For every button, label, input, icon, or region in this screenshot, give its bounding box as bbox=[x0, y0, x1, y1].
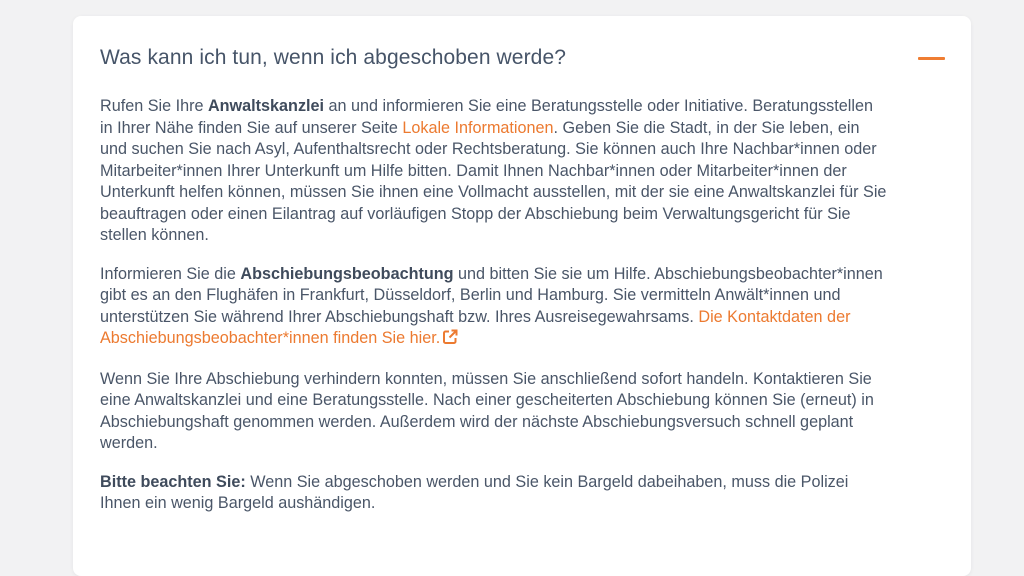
faq-accordion-card bbox=[73, 16, 971, 576]
question-title[interactable]: Was kann ich tun, wenn ich abgeschoben werde? bbox=[100, 46, 567, 69]
p2-text-a: Informieren Sie die bbox=[100, 264, 241, 283]
p2-bold-abschiebungsbeobachtung: Abschiebungsbeobachtung bbox=[240, 264, 454, 283]
external-link-icon bbox=[442, 329, 458, 352]
p1-text-d: . Geben Sie die Stadt, in der Sie leben, ein und suchen Sie nach Asyl, Aufenthaltsrecht oder Rechtsberatung. Sie können auch Ihre Nachbar*innen oder Mitarbeiter*innen Ihrer Unterkunft um Hilfe bitten. Damit Ihnen Nachbar*innen oder Mitarbeiter*innen der Unterkunft helfen können, müssen Sie ihnen eine Vollmacht ausstellen, mit der sie eine Anwaltskanzlei für Sie beauftragen oder einen Eilantrag auf vorläufigen Stopp der Abschiebung beim Verwaltungsgericht für Sie stellen können. bbox=[100, 118, 887, 244]
p4-text-c: Wenn Sie abgeschoben werden und Sie kein Bargeld dabeihaben, muss die Polizei Ihnen ein wenig Bargeld aushändigen. bbox=[100, 472, 849, 512]
p1-text-c: an und informieren Sie eine Beratungsstelle oder Initiative. Beratungsstellen in Ihrer Nähe finden Sie auf unserer Seite bbox=[100, 97, 873, 137]
answer-paragraph-2 bbox=[100, 264, 890, 352]
p1-bold-anwaltskanzlei: Anwaltskanzlei bbox=[207, 97, 325, 115]
answer-content bbox=[100, 96, 890, 532]
collapse-toggle[interactable] bbox=[916, 43, 946, 73]
answer-paragraph-4 bbox=[100, 472, 890, 515]
p2-text-c: und bitten Sie sie um Hilfe. Abschiebungsbeobachter*innen gibt es an den Flughäfen in Frankfurt, Düsseldorf, Berlin und Hamburg. Sie vermitteln Anwält*innen und unterstützen Sie während Ihrer Abschiebungshaft bzw. Ihres Ausreisegewahrsams. bbox=[100, 264, 883, 326]
accordion-header[interactable] bbox=[100, 42, 944, 74]
p4-bold-note: Bitte beachten Sie: bbox=[100, 472, 246, 491]
p1-text-a: Rufen Sie Ihre bbox=[100, 97, 208, 115]
answer-paragraph-3: Wenn Sie Ihre Abschiebung verhindern konnten, müssen Sie anschließend sofort handeln. Kontaktieren Sie eine Anwaltskanzlei und eine Beratungsstelle. Nach einer gescheiterten Abschiebung können Sie (erneut) in Abschiebungshaft genommen werden. Außerdem wird der nächste Abschiebungsversuch schnell geplant werden. bbox=[100, 369, 874, 452]
kontaktdaten-link-label: Die Kontaktdaten der Abschiebungsbeobachter*innen finden Sie hier. bbox=[100, 307, 851, 347]
answer-paragraph-1 bbox=[100, 96, 890, 247]
minus-icon bbox=[918, 57, 945, 60]
lokale-informationen-link[interactable]: Lokale Informationen bbox=[402, 118, 554, 137]
